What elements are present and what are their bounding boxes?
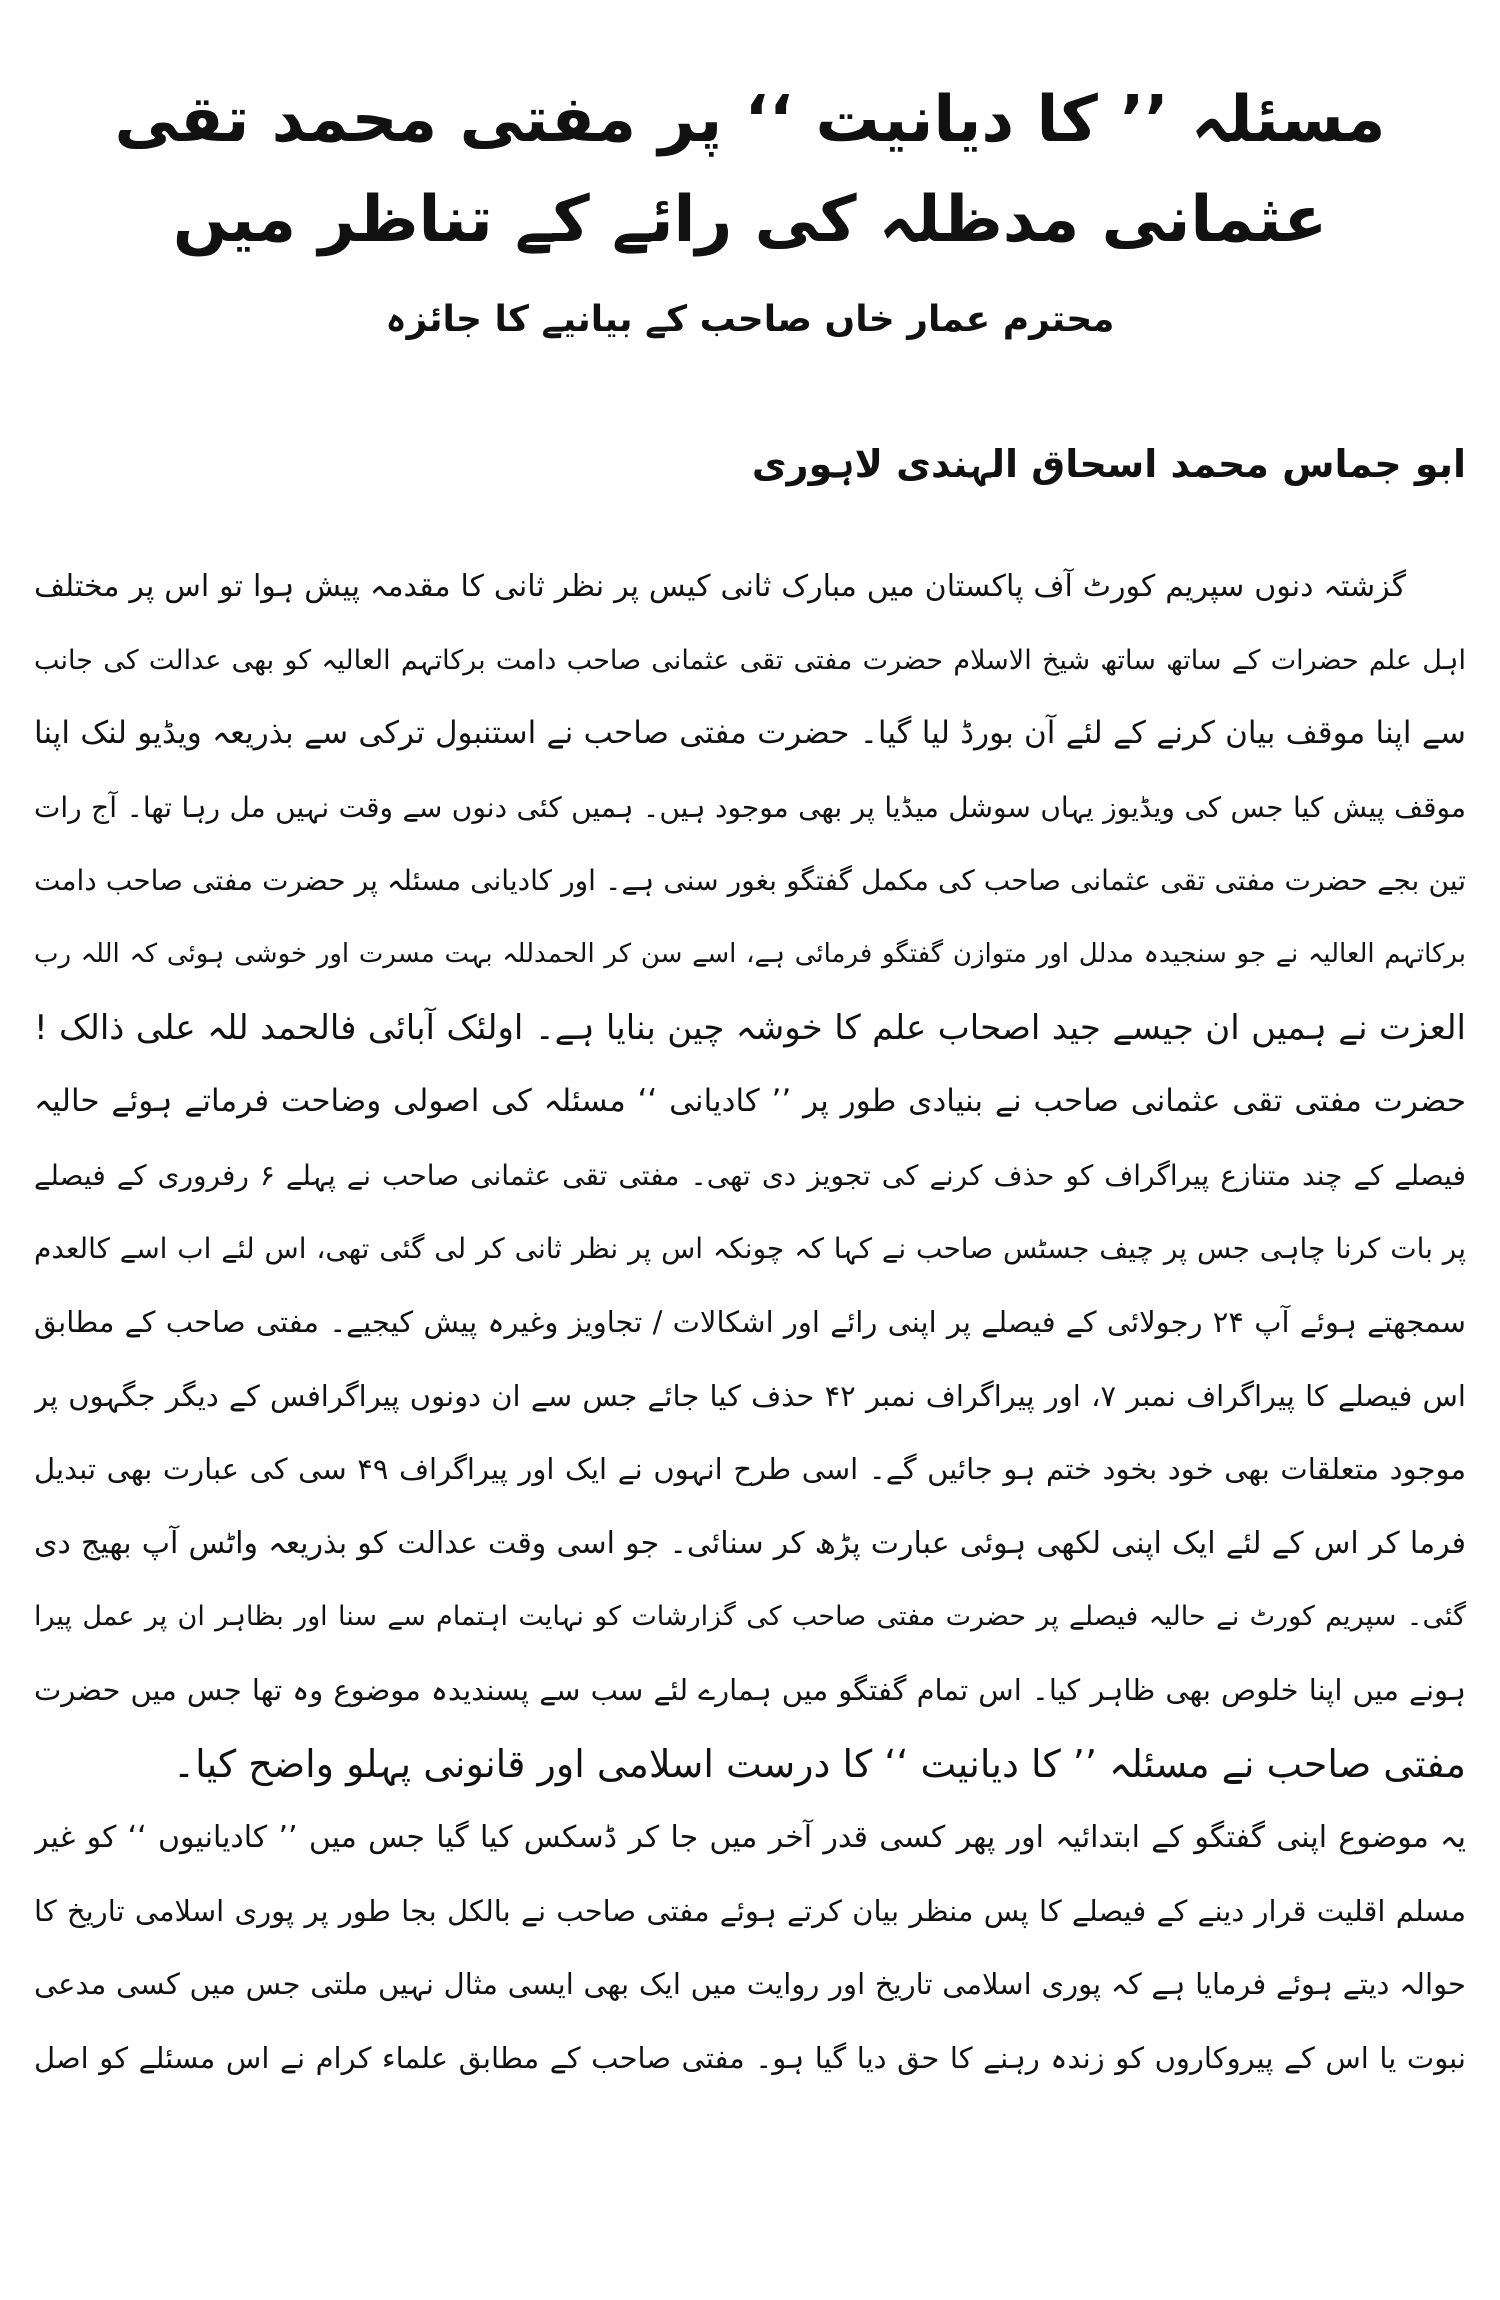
text-line: موجود متعلقات بھی خود بخود ختم ہو جائیں گے۔ اسی طرح انہوں نے ایک اور پیراگراف ۴۹ سی کی عبارت بھی تبدیل <box>34 1452 1466 1487</box>
text-line: اس فیصلے کا پیراگراف نمبر ۷، اور پیراگراف نمبر ۴۲ حذف کیا جائے جس سے ان دونوں پیراگرافس کے دیگر جگہوں پر <box>34 1378 1466 1413</box>
text-line: سمجھتے ہوئے آپ ۲۴ رجولائی کے فیصلے پر اپنی رائے اور اشکالات / تجاویز وغیرہ پیش کیجیے۔ مفتی صاحب کے مطابق <box>34 1304 1466 1339</box>
text-line: فرما کر اس کے لئے ایک اپنی لکھی ہوئی عبارت پڑھ کر سنائی۔ جو اسی وقت عدالت کو بذریعہ واٹس آپ بھیج دی <box>34 1525 1466 1561</box>
text-line: حضرت مفتی تقی عثمانی صاحب نے بنیادی طور پر ’’ کادیانی ‘‘ مسئلہ کی اصولی وضاحت فرماتے ہوئے حالیہ <box>34 1083 1466 1120</box>
text-line: برکاتہم العالیہ نے جو سنجیدہ مدلل اور متوازن گفتگو فرمائی ہے، اسے سن کر الحمدللہ بہت مسرت اور خوشی ہوئی کہ اللہ رب <box>34 938 1466 969</box>
text-line: تین بجے حضرت مفتی تقی عثمانی صاحب کی مکمل گفتگو بغور سنی ہے۔ اور کادیانی مسئلہ پر حضرت مفتی صاحب دامت <box>34 864 1466 898</box>
text-line: گزشتہ دنوں سپریم کورٹ آف پاکستان میں مبارک ثانی کیس پر نظر ثانی کا مقدمہ پیش ہوا تو اس پر مختلف <box>34 569 1406 604</box>
text-line: نبوت یا اس کے پیروکاروں کو زندہ رہنے کا حق دیا گیا ہو۔ مفتی صاحب کے مطابق علماء کرام نے اس مسئلے کو اصل <box>34 2040 1466 2075</box>
page-subtitle: محترم عمار خاں صاحب کے بیانیے کا جائزہ <box>385 299 1115 340</box>
text-line: پر بات کرنا چاہی جس پر چیف جسٹس صاحب نے کہا کہ چونکہ اس پر نظر ثانی کر لی گئی تھی، اس لئے اب اسے کالعدم <box>34 1232 1466 1266</box>
text-line: العزت نے ہمیں ان جیسے جید اصحاب علم کا خوشہ چین بنایا ہے۔ اولئک آبائی فالحمد للہ علی ذالک ! <box>34 1007 1466 1048</box>
text-line: مفتی صاحب نے مسئلہ ’’ کا دیانیت ‘‘ کا درست اسلامی اور قانونی پہلو واضح کیا۔ <box>172 1741 1466 1786</box>
text-line: مسلم اقلیت قرار دینے کے فیصلے کا پس منظر بیان کرتے ہوئے مفتی صاحب نے بالکل بجا طور پر پوری اسلامی تاریخ کا <box>34 1893 1466 1928</box>
page-title: مسئلہ ’’ کا دیانیت ‘‘ پر مفتی محمد تقی عثمانی مدظلہ کی رائے کے تناظر میں <box>114 83 1386 257</box>
text-line: فیصلے کے چند متنازع پیراگراف کو حذف کرنے کی تجویز دی تھی۔ مفتی تقی عثمانی صاحب نے پہلے ۶ رفروری کے فیصلے <box>34 1158 1466 1192</box>
author-byline: ابو جماس محمد اسحاق الہندی لاہوری <box>751 442 1466 486</box>
text-line: یہ موضوع اپنی گفتگو کے ابتدائیہ اور پھر کسی قدر آخر میں جا کر ڈسکس کیا گیا جس میں ’’ کادیانیوں ‘‘ کو غیر <box>34 1820 1466 1856</box>
article-body <box>34 550 1466 2095</box>
text-line: ہونے میں اپنا خلوص بھی ظاہر کیا۔ اس تمام گفتگو میں ہمارے لئے سب سے پسندیدہ موضوع وہ تھا جس میں حضرت <box>34 1672 1466 1707</box>
text-line: گئی۔ سپریم کورٹ نے حالیہ فیصلے پر حضرت مفتی صاحب کی گزارشات کو نہایت اہتمام سے سنا اور بظاہر ان پر عمل پیرا <box>34 1601 1466 1633</box>
text-line: اہل علم حضرات کے ساتھ ساتھ شیخ الاسلام حضرت مفتی تقی عثمانی صاحب دامت برکاتہم العالیہ کو بھی عدالت کی جانب <box>34 644 1466 676</box>
text-line: موقف پیش کیا جس کی ویڈیوز یہاں سوشل میڈیا پر بھی موجود ہیں۔ ہمیں کئی دنوں سے وقت نہیں مل رہا تھا۔ آج رات <box>34 790 1466 824</box>
text-line: حوالہ دیتے ہوئے فرمایا ہے کہ پوری اسلامی تاریخ اور روایت میں ایک بھی ایسی مثال نہیں ملتی جس میں کسی مدعی <box>34 1967 1466 2002</box>
text-line: سے اپنا موقف بیان کرنے کے لئے آن بورڈ لیا گیا۔ حضرت مفتی صاحب نے استنبول ترکی سے بذریعہ ویڈیو لنک اپنا <box>34 715 1466 752</box>
